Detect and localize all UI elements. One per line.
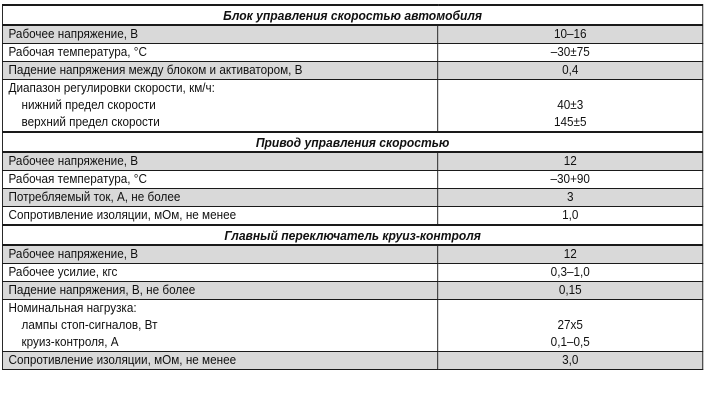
table-row bbox=[2, 282, 702, 300]
section-header bbox=[2, 132, 702, 152]
param-value: 12 bbox=[438, 245, 703, 264]
param-value: 1,0 bbox=[438, 207, 703, 226]
param-value: 3 bbox=[438, 189, 703, 207]
table-row bbox=[2, 264, 702, 282]
param-label: Падение напряжения, В, не более bbox=[2, 282, 437, 300]
param-label: Потребляемый ток, А, не более bbox=[2, 189, 437, 207]
table-row bbox=[2, 80, 702, 133]
param-value-multiline bbox=[438, 80, 703, 133]
param-label: Сопротивление изоляции, мОм, не менее bbox=[2, 352, 437, 370]
param-label: Падение напряжения между блоком и активатором, В bbox=[2, 62, 437, 80]
section-header bbox=[2, 5, 702, 25]
param-value: –30±75 bbox=[438, 44, 703, 62]
table-row bbox=[2, 352, 702, 370]
param-value: 10–16 bbox=[438, 25, 703, 44]
table-row bbox=[2, 171, 702, 189]
param-value: 12 bbox=[438, 152, 703, 171]
param-value: –30+90 bbox=[438, 171, 703, 189]
section-title: Привод управления скоростью bbox=[2, 132, 702, 152]
sub-param-label: верхний предел скорости bbox=[21, 115, 160, 129]
sub-param-value: 0,1–0,5 bbox=[550, 335, 590, 349]
param-label: Сопротивление изоляции, мОм, не менее bbox=[2, 207, 437, 226]
param-label: Рабочее напряжение, В bbox=[2, 245, 437, 264]
table-row bbox=[2, 62, 702, 80]
sub-param-label: лампы стоп-сигналов, Вт bbox=[21, 318, 158, 332]
table-row bbox=[2, 189, 702, 207]
table-row bbox=[2, 152, 702, 171]
param-value: 0,15 bbox=[438, 282, 703, 300]
param-label: Рабочая температура, °С bbox=[2, 171, 437, 189]
section-header bbox=[2, 225, 702, 245]
param-label-multiline bbox=[2, 80, 437, 133]
param-label: Рабочее усилие, кгс bbox=[2, 264, 437, 282]
param-label: Диапазон регулировки скорости, км/ч: bbox=[8, 81, 215, 95]
param-value: 0,4 bbox=[438, 62, 703, 80]
param-label-multiline bbox=[2, 300, 437, 352]
spec-table bbox=[2, 4, 703, 370]
table-row bbox=[2, 44, 702, 62]
table-row bbox=[2, 25, 702, 44]
table-row bbox=[2, 300, 702, 352]
table-row bbox=[2, 245, 702, 264]
param-value: 0,3–1,0 bbox=[438, 264, 703, 282]
sub-param-value: 27x5 bbox=[557, 318, 583, 332]
param-label: Номинальная нагрузка: bbox=[8, 301, 137, 315]
sub-param-value: 40±3 bbox=[557, 98, 584, 112]
param-value: 3,0 bbox=[438, 352, 703, 370]
param-label: Рабочее напряжение, В bbox=[2, 25, 437, 44]
param-label: Рабочая температура, °С bbox=[2, 44, 437, 62]
sub-param-value: 145±5 bbox=[553, 115, 587, 129]
param-value-multiline bbox=[438, 300, 703, 352]
table-row bbox=[2, 207, 702, 226]
sub-param-label: круиз-контроля, А bbox=[21, 335, 119, 349]
section-title: Главный переключатель круиз-контроля bbox=[2, 225, 702, 245]
param-label: Рабочее напряжение, В bbox=[2, 152, 437, 171]
sub-param-label: нижний предел скорости bbox=[21, 98, 156, 112]
section-title: Блок управления скоростью автомобиля bbox=[2, 5, 702, 25]
